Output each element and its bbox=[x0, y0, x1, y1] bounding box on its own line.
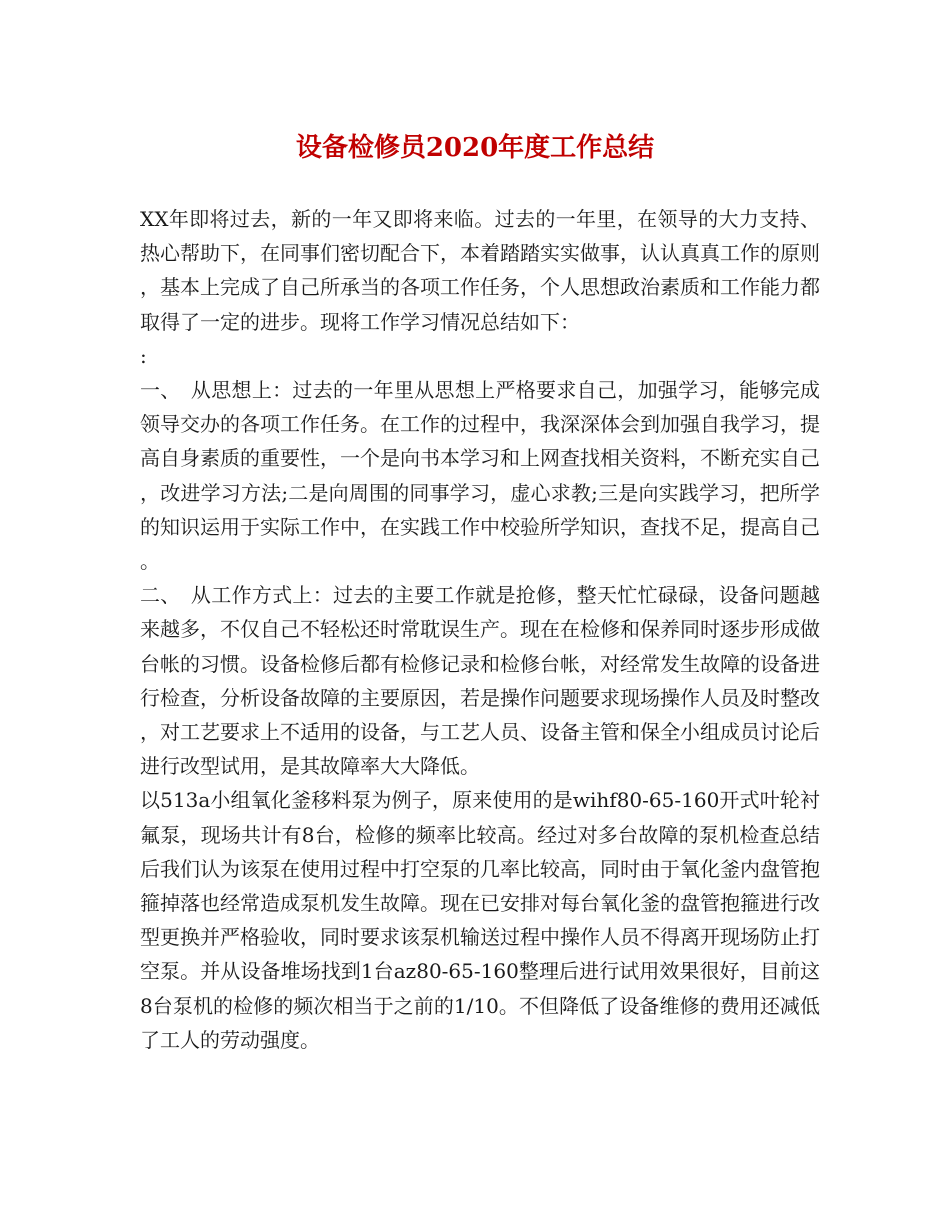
paragraph-colon: : bbox=[140, 343, 147, 368]
paragraph-example: 以513a小组氧化釜移料泵为例子，原来使用的是wihf80-65-160开式叶轮衬氟泵，现场共计有8台，检修的频率比较高。经过对多台故障的泵机检查总结后我们认为该泵在使用过程中打空泵的几率比较高，同时由于氧化釜内盘管抱箍掉落也经常造成泵机发生故障。现在已安排对每台氧化釜的盘管抱箍进行改型更换并严格验收，同时要求该泵机输送过程中操作人员不得离开现场防止打空泵。并从设备堆场找到1台az80-65-160整理后进行试用效果很好，目前这8台泵机的检修的频次相当于之前的1/10。不但降低了设备维修的费用还减低了工人的劳动强度。 bbox=[140, 788, 820, 1052]
paragraph-intro: XX年即将过去，新的一年又即将来临。过去的一年里，在领导的大力支持、热心帮助下，在同事们密切配合下，本着踏踏实实做事，认认真真工作的原则，基本上完成了自己所承当的各项工作任务，个人思想政治素质和工作能力都取得了一定的进步。现将工作学习情况总结如下： bbox=[140, 207, 820, 334]
paragraph-section-two: 二、 从工作方式上：过去的主要工作就是抢修，整天忙忙碌碌，设备问题越来越多，不仅自己不轻松还时常耽误生产。现在在检修和保养同时逐步形成做台帐的习惯。设备检修后都有检修记录和检修台帐，对经常发生故障的设备进行检查，分析设备故障的主要原因，若是操作问题要求现场操作人员及时整改，对工艺要求上不适用的设备，与工艺人员、设备主管和保全小组成员讨论后进行改型试用，是其故障率大大降低。 bbox=[140, 583, 820, 779]
document-title: 设备检修员2020年度工作总结 bbox=[295, 133, 655, 163]
paragraph-section-one: 一、 从思想上：过去的一年里从思想上严格要求自己，加强学习，能够完成领导交办的各项工作任务。在工作的过程中，我深深体会到加强自我学习，提高自身素质的重要性，一个是向书本学习和上网查找相关资料，不断充实自己，改进学习方法;二是向周围的同事学习，虚心求教;三是向实践学习，把所学的知识运用于实际工作中，在实践工作中校验所学知识，查找不足，提高自己。 bbox=[140, 378, 820, 574]
document-body bbox=[140, 202, 820, 1057]
